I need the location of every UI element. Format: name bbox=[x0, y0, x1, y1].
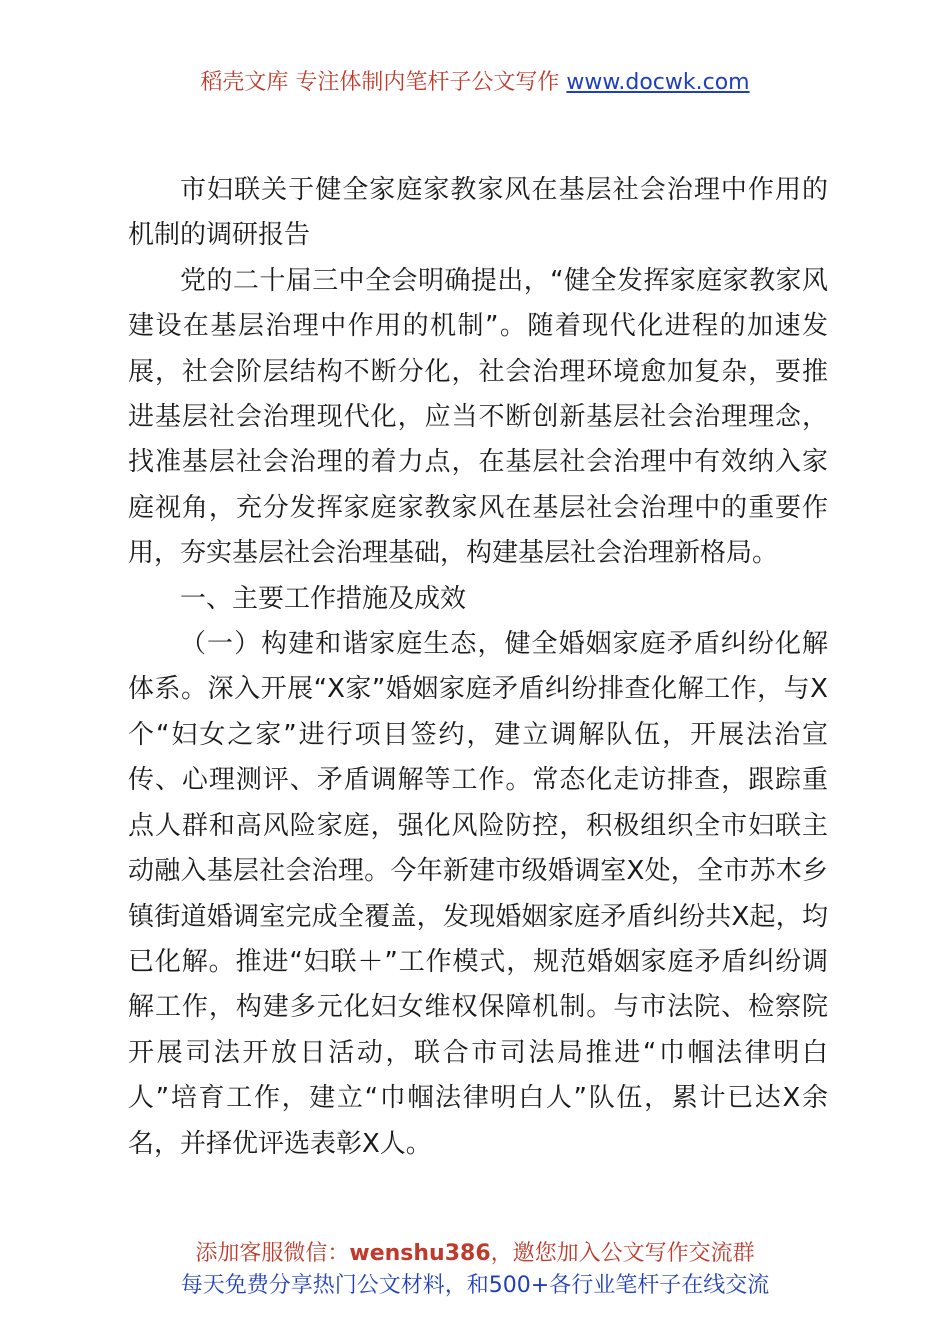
header-text: 稻壳文库 专注体制内笔杆子公文写作 bbox=[200, 70, 567, 95]
page-footer bbox=[0, 1238, 950, 1302]
footer-line-1 bbox=[0, 1238, 950, 1270]
footer-prefix: 添加客服微信： bbox=[195, 1241, 350, 1266]
page-header bbox=[0, 66, 950, 100]
paragraph-section-1: （一）构建和谐家庭生态，健全婚姻家庭矛盾纠纷化解体系。深入开展“X家”婚姻家庭矛盾纠纷排查化解工作，与X个“妇女之家”进行项目签约，建立调解队伍，开展法治宣传、心理测评、矛盾调解等工作。常态化走访排查，跟踪重点人群和高风险家庭，强化风险防控，积极组织全市妇联主动融入基层社会治理。今年新建市级婚调室X处，全市苏木乡镇街道婚调室完成全覆盖，发现婚姻家庭矛盾纠纷共X起，均已化解。推进“妇联＋”工作模式，规范婚姻家庭矛盾纠纷调解工作，构建多元化妇女维权保障机制。与市法院、检察院开展司法开放日活动，联合市司法局推进“巾帼法律明白人”培育工作，建立“巾帼法律明白人”队伍，累计已达X余名，并择优评选表彰X人。 bbox=[128, 629, 828, 1159]
paragraph-intro: 党的二十届三中全会明确提出，“健全发挥家庭家教家风建设在基层治理中作用的机制”。随着现代化进程的加速发展，社会阶层结构不断分化，社会治理环境愈加复杂，要推进基层社会治理现代化，应当不断创新基层社会治理理念，找准基层社会治理的着力点，在基层社会治理中有效纳入家庭视角，充分发挥家庭家教家风在基层社会治理中的重要作用，夯实基层社会治理基础，构建基层社会治理新格局。 bbox=[128, 265, 828, 569]
wechat-id: wenshu386 bbox=[349, 1241, 491, 1266]
document-title: 市妇联关于健全家庭家教家风在基层社会治理中作用的机制的调研报告 bbox=[128, 175, 828, 251]
footer-suffix: ，邀您加入公文写作交流群 bbox=[490, 1241, 755, 1266]
document-body bbox=[128, 168, 828, 1167]
section-heading: 一、主要工作措施及成效 bbox=[180, 583, 467, 614]
footer-line-2: 每天免费分享热门公文材料，和500+各行业笔杆子在线交流 bbox=[180, 1273, 770, 1298]
site-link[interactable]: www.docwk.com bbox=[566, 70, 750, 95]
